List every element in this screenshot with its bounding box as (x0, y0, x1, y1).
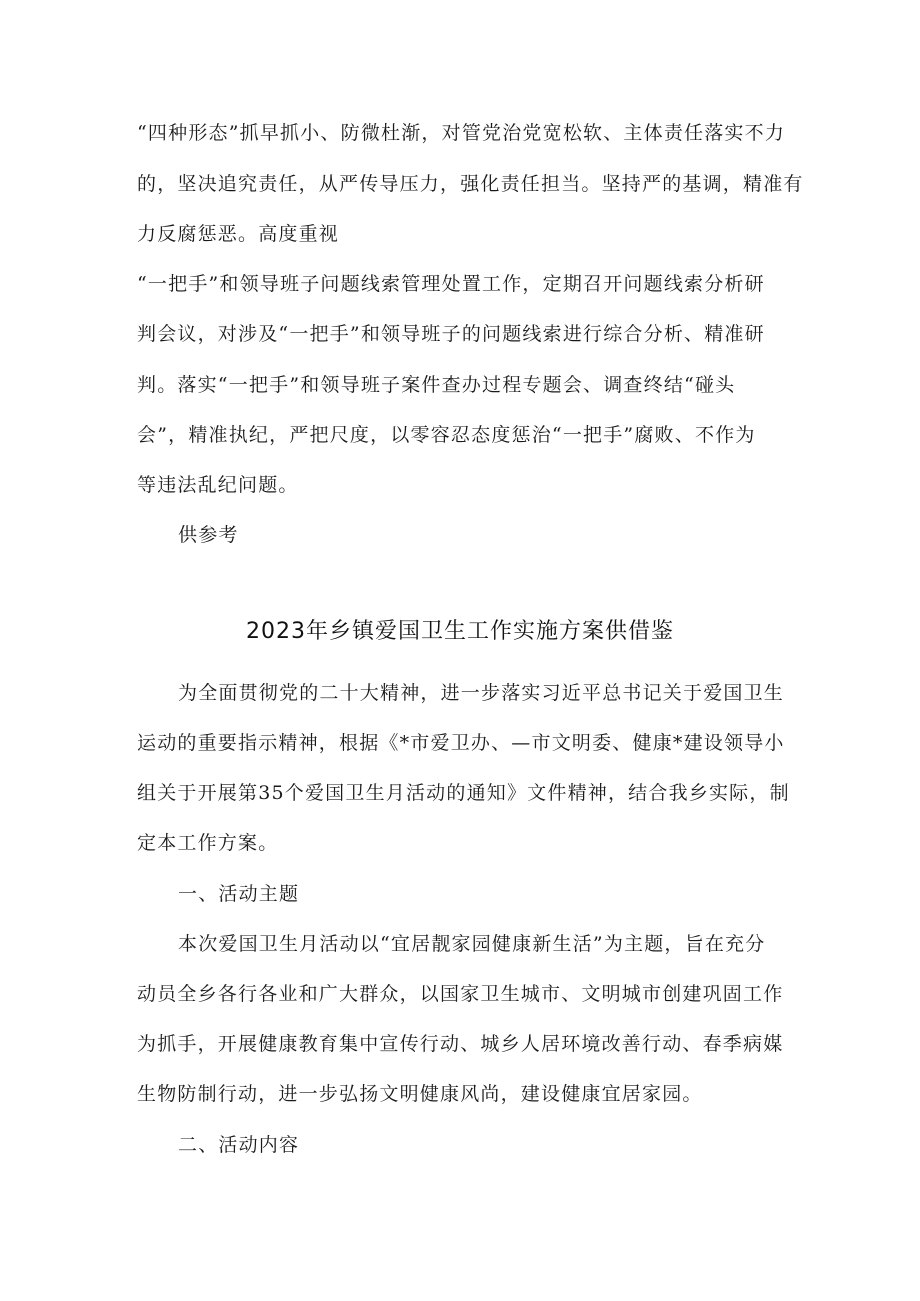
paragraph-line: “四种形态”抓早抓小、防微杜渐，对管党治党宽松软、主体责任落实不力 (137, 122, 786, 144)
paragraph-line: 组关于开展第35个爱国卫生月活动的通知》文件精神，结合我乡实际，制 (137, 782, 790, 804)
paragraph-line: 动员全乡各行各业和广大群众，以国家卫生城市、文明城市创建巩固工作 (137, 983, 784, 1005)
section-heading: 一、活动主题 (178, 883, 300, 905)
paragraph-line: 的，坚决追究责任，从严传导压力，强化责任担当。坚持严的基调，精准有 (137, 173, 804, 195)
paragraph-line: 判。落实“一把手”和领导班子案件查办过程专题会、调查终结“碰头 (137, 374, 736, 396)
section-heading: 二、活动内容 (178, 1134, 300, 1156)
paragraph-line: 等违法乱纪问题。 (137, 474, 299, 496)
paragraph-line: 生物防制行动，进一步弘扬文明健康风尚，建设健康宜居家园。 (137, 1083, 703, 1105)
paragraph-line: 力反腐惩恶。高度重视 (137, 223, 340, 245)
paragraph-line: 本次爱国卫生月活动以“宜居靓家园健康新生活”为主题，旨在充分 (178, 933, 766, 955)
closing-note: 供参考 (178, 524, 239, 546)
paragraph-line: 判会议，对涉及“一把手”和领导班子的问题线索进行综合分析、精准研 (137, 323, 765, 345)
paragraph-line: 定本工作方案。 (137, 832, 279, 854)
paragraph-line: “一把手”和领导班子问题线索管理处置工作，定期召开问题线索分析研 (137, 273, 765, 295)
paragraph-line: 为抓手，开展健康教育集中宣传行动、城乡人居环境改善行动、春季病媒 (137, 1033, 784, 1055)
document-title: 2023年乡镇爱国卫生工作实施方案供借鉴 (246, 619, 674, 644)
paragraph-line: 运动的重要指示精神，根据《*市爱卫办、—市文明委、健康*建设领导小 (137, 732, 785, 754)
paragraph-line: 为全面贯彻党的二十大精神，进一步落实习近平总书记关于爱国卫生 (178, 682, 785, 704)
paragraph-line: 会”，精准执纪，严把尺度，以零容忍态度惩治“一把手”腐败、不作为 (137, 424, 756, 446)
